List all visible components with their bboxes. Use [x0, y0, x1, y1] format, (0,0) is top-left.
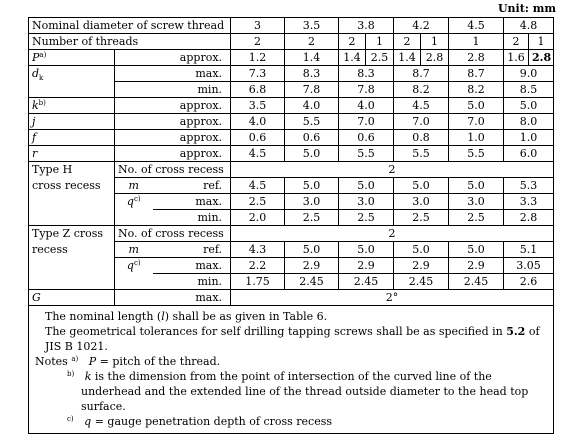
- value-cell: 7.8: [339, 82, 394, 98]
- row-g: [29, 290, 554, 306]
- notes-cell: [29, 306, 554, 434]
- value-cell: 5.0: [339, 242, 394, 258]
- threads-cell: 2: [339, 34, 366, 50]
- value-cell: 5.5: [339, 146, 394, 162]
- value-cell: 5.0: [504, 98, 554, 114]
- k-symbol: $k^{b)}$: [29, 98, 115, 114]
- max-label: max.: [115, 66, 231, 82]
- row-type-h-q-min: [29, 210, 554, 226]
- diameter-cell: 3.8: [339, 18, 394, 34]
- value-cell: 2.45: [449, 274, 504, 290]
- row-j: [29, 114, 554, 130]
- g-symbol: G: [29, 290, 115, 306]
- diameter-cell: 3.5: [285, 18, 339, 34]
- value-cell: 4.5: [231, 146, 285, 162]
- value-cell: 3.05: [504, 258, 554, 274]
- empty-cell: [29, 194, 115, 210]
- value-cell: 5.0: [449, 98, 504, 114]
- value-cell: 2.5: [366, 50, 394, 66]
- value-cell: 1.6: [504, 50, 529, 66]
- empty-cell: [29, 274, 115, 290]
- row-type-z-q-max: [29, 258, 554, 274]
- approx-label: approx.: [115, 114, 231, 130]
- row-dk-min: [29, 82, 554, 98]
- value-cell: 4.0: [231, 114, 285, 130]
- value-cell: 8.5: [504, 82, 554, 98]
- note-b: $^{b)}$ k is the dimension from the point of intersection of the curved line of the underhead and the extended line of the thread outside diameter to the head top surface.: [67, 370, 529, 413]
- threads-cell: 2: [285, 34, 339, 50]
- value-cell: 0.8: [394, 130, 449, 146]
- value-cell: 2.9: [285, 258, 339, 274]
- value-cell: 1.0: [449, 130, 504, 146]
- value-cell: 2.6: [504, 274, 554, 290]
- value-cell: 2.45: [339, 274, 394, 290]
- empty-cell: [29, 210, 115, 226]
- value-cell: 6.0: [504, 146, 554, 162]
- row-dk-max: [29, 66, 554, 82]
- header-row-diameter: [29, 18, 554, 34]
- value-cell: 3.5: [231, 98, 285, 114]
- threads-cell: 1: [449, 34, 504, 50]
- value-cell: 5.0: [339, 178, 394, 194]
- approx-label: approx.: [115, 98, 231, 114]
- value-cell: 3.0: [339, 194, 394, 210]
- row-type-z-no: [29, 226, 554, 242]
- value-cell: 2.9: [394, 258, 449, 274]
- row-type-z-q-min: [29, 274, 554, 290]
- threads-cell: 1: [421, 34, 449, 50]
- row-pitch: [29, 50, 554, 66]
- pitch-symbol: $P^{a)}$: [29, 50, 115, 66]
- no-cross-recess-label: No. of cross recess: [115, 162, 231, 178]
- value-cell: 7.8: [285, 82, 339, 98]
- min-label: min.: [153, 274, 231, 290]
- value-cell: 1.0: [504, 130, 554, 146]
- diameter-cell: 4.5: [449, 18, 504, 34]
- value-cell: 1.4: [285, 50, 339, 66]
- value-cell: 2.5: [449, 210, 504, 226]
- dk-symbol: $d_k$: [29, 66, 115, 82]
- type-z-label: Type Z cross: [29, 226, 115, 242]
- value-cell: 8.7: [449, 66, 504, 82]
- ref-label: ref.: [153, 178, 231, 194]
- row-type-h-m: [29, 178, 554, 194]
- value-cell: 5.3: [504, 178, 554, 194]
- value-cell: 5.0: [285, 242, 339, 258]
- threads-cell: 1: [529, 34, 554, 50]
- value-cell: 2.2: [231, 258, 285, 274]
- value-cell: 8.2: [394, 82, 449, 98]
- value-cell: 8.7: [394, 66, 449, 82]
- value-cell: 4.0: [285, 98, 339, 114]
- max-label: max.: [153, 258, 231, 274]
- empty-cell: [115, 274, 153, 290]
- approx-label: approx.: [115, 146, 231, 162]
- threads-cell: 1: [366, 34, 394, 50]
- notes-row: [29, 306, 554, 434]
- diameter-cell: 4.8: [504, 18, 554, 34]
- j-symbol: j: [29, 114, 115, 130]
- threads-cell: 2: [504, 34, 529, 50]
- approx-label: approx.: [115, 50, 231, 66]
- value-cell: 5.5: [394, 146, 449, 162]
- value-cell: 2.9: [449, 258, 504, 274]
- value-cell: 4.0: [339, 98, 394, 114]
- q-symbol: $q^{c)}$: [115, 258, 153, 274]
- value-cell: 1.4: [394, 50, 421, 66]
- value-cell: 5.0: [285, 146, 339, 162]
- note-tolerances: The geometrical tolerances for self drilling tapping screws shall be as specified in 5.2 of JIS B 1021.: [45, 325, 540, 353]
- value-cell: 3.0: [449, 194, 504, 210]
- value-cell: 2.8: [449, 50, 504, 66]
- ref-label: ref.: [153, 242, 231, 258]
- value-cell: 5.5: [449, 146, 504, 162]
- screw-dimensions-table: [28, 17, 554, 434]
- value-cell: 8.3: [285, 66, 339, 82]
- value-cell: 2.5: [394, 210, 449, 226]
- type-h-label-2: cross recess: [29, 178, 115, 194]
- value-cell: 4.3: [231, 242, 285, 258]
- no-cross-recess-value: 2: [231, 162, 554, 178]
- value-cell: 5.0: [449, 242, 504, 258]
- min-label: min.: [115, 82, 231, 98]
- value-cell: 2.5: [339, 210, 394, 226]
- value-cell: 8.0: [504, 114, 554, 130]
- value-cell: 5.0: [285, 178, 339, 194]
- value-cell: 0.6: [339, 130, 394, 146]
- min-label: min.: [153, 210, 231, 226]
- no-cross-recess-label: No. of cross recess: [115, 226, 231, 242]
- f-symbol: f: [29, 130, 115, 146]
- value-cell: 4.5: [394, 98, 449, 114]
- value-cell: 3.0: [285, 194, 339, 210]
- value-cell: 9.0: [504, 66, 554, 82]
- value-cell: 7.0: [394, 114, 449, 130]
- value-cell: 1.2: [231, 50, 285, 66]
- value-cell: 3.0: [394, 194, 449, 210]
- value-cell: 2.5: [285, 210, 339, 226]
- type-z-label-2: recess: [29, 242, 115, 258]
- empty-cell: [29, 82, 115, 98]
- value-cell: 6.8: [231, 82, 285, 98]
- value-cell: 2.8: [529, 50, 554, 66]
- value-cell: 8.3: [339, 66, 394, 82]
- value-cell: 5.1: [504, 242, 554, 258]
- value-cell: 2.5: [231, 194, 285, 210]
- type-h-label: Type H: [29, 162, 115, 178]
- value-cell: 2.0: [231, 210, 285, 226]
- value-cell: 1.75: [231, 274, 285, 290]
- value-cell: 5.5: [285, 114, 339, 130]
- value-cell: 2.45: [285, 274, 339, 290]
- value-cell: 2.9: [339, 258, 394, 274]
- empty-cell: [115, 210, 153, 226]
- diameter-cell: 3: [231, 18, 285, 34]
- value-cell: 0.6: [285, 130, 339, 146]
- value-cell: 2.8: [504, 210, 554, 226]
- header-row-threads: [29, 34, 554, 50]
- empty-cell: [29, 258, 115, 274]
- diameter-cell: 4.2: [394, 18, 449, 34]
- threads-cell: 2: [231, 34, 285, 50]
- row-k: [29, 98, 554, 114]
- nominal-diameter-label: Nominal diameter of screw thread: [29, 18, 231, 34]
- row-r: [29, 146, 554, 162]
- value-cell: 3.3: [504, 194, 554, 210]
- row-type-h-q-max: [29, 194, 554, 210]
- value-cell: 2.8: [421, 50, 449, 66]
- row-f: [29, 130, 554, 146]
- note-length: The nominal length (l) shall be as given in Table 6.: [45, 310, 328, 323]
- g-value: 2°: [231, 290, 554, 306]
- value-cell: 1.4: [339, 50, 366, 66]
- threads-cell: 2: [394, 34, 421, 50]
- value-cell: 5.0: [394, 242, 449, 258]
- m-symbol: m: [115, 242, 153, 258]
- unit-label: Unit: mm: [497, 2, 556, 15]
- value-cell: 8.2: [449, 82, 504, 98]
- number-of-threads-label: Number of threads: [29, 34, 231, 50]
- m-symbol: m: [115, 178, 153, 194]
- value-cell: 4.5: [231, 178, 285, 194]
- row-type-h-no: [29, 162, 554, 178]
- value-cell: 5.0: [449, 178, 504, 194]
- value-cell: 5.0: [394, 178, 449, 194]
- approx-label: approx.: [115, 130, 231, 146]
- value-cell: 7.0: [339, 114, 394, 130]
- max-label: max.: [153, 194, 231, 210]
- value-cell: 2.45: [394, 274, 449, 290]
- value-cell: 7.0: [449, 114, 504, 130]
- max-label: max.: [115, 290, 231, 306]
- no-cross-recess-value: 2: [231, 226, 554, 242]
- r-symbol: r: [29, 146, 115, 162]
- value-cell: 0.6: [231, 130, 285, 146]
- value-cell: 7.3: [231, 66, 285, 82]
- q-symbol: $q^{c)}$: [115, 194, 153, 210]
- row-type-z-m: [29, 242, 554, 258]
- note-a: Notes $^{a)}$ P = pitch of the thread.: [35, 355, 221, 368]
- note-c: $^{c)}$ q = gauge penetration depth of cross recess: [67, 415, 333, 428]
